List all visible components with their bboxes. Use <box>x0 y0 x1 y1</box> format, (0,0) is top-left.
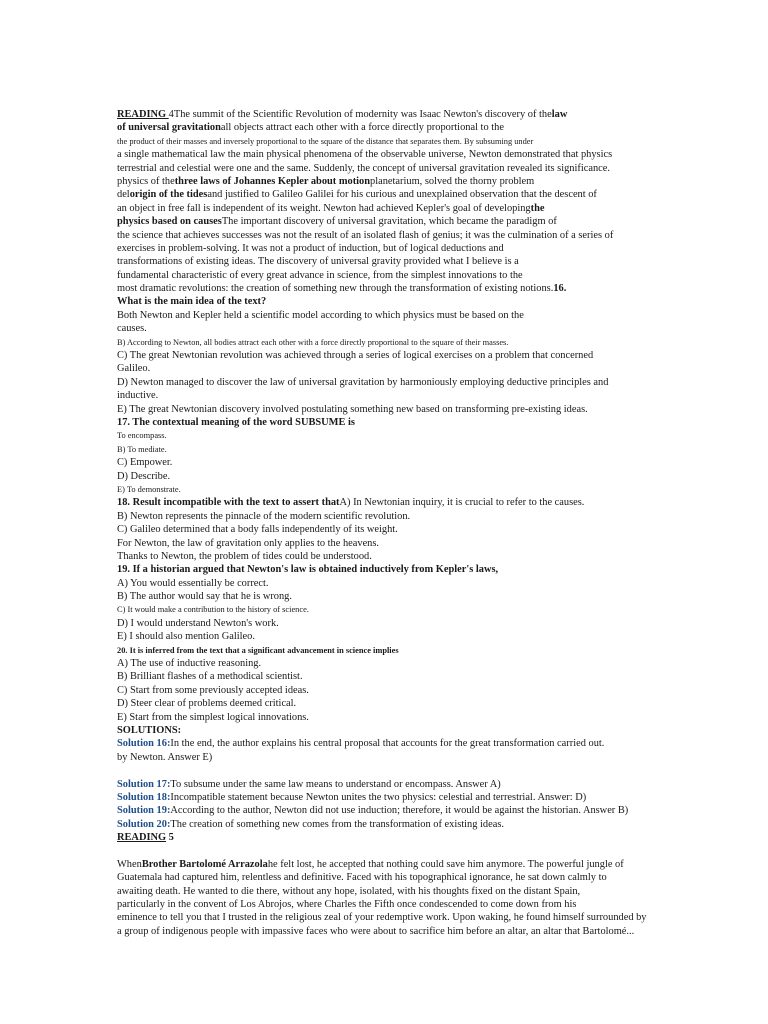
text-line <box>117 295 665 308</box>
text-run: According to the author, Newton did not use induction; therefore, it would be against the historian. Answer B) <box>170 805 629 817</box>
text-run: awaiting death. He wanted to die there, without any hope, isolated, with his thoughts fixed on the distant Spain, <box>117 885 581 897</box>
text-run: all objects attract each other with a force directly proportional to the <box>220 122 504 134</box>
text-run: A) The use of inductive reasoning. <box>117 658 262 670</box>
text-run: D) Describe. <box>117 470 171 482</box>
text-run: Both Newton and Kepler held a scientific model according to which physics must be based on the <box>117 309 524 321</box>
text-run: To encompass. <box>117 431 167 441</box>
text-run: fundamental characteristic of every great advance in science, from the simplest innovations to the <box>117 269 523 281</box>
text-line <box>117 898 665 911</box>
bold-text-run: 16. <box>553 283 567 295</box>
text-line <box>117 349 665 362</box>
text-line <box>117 778 665 791</box>
text-line <box>117 443 665 456</box>
text-line <box>117 858 665 871</box>
solution-label: Solution 19: <box>117 805 171 817</box>
text-run: the product of their masses and inversely proportional to the square of the distance that separates them. By subsuming under <box>117 136 534 146</box>
text-run: C) Galileo determined that a body falls independently of its weight. <box>117 524 398 536</box>
text-run: Thanks to Newton, the problem of tides could be understood. <box>117 550 372 562</box>
reading-heading: READING <box>117 109 169 120</box>
bold-text-run: 19. If a historian argued that Newton's law is obtained inductively from Kepler's laws, <box>117 564 499 576</box>
text-run: E) I should also mention Galileo. <box>117 631 255 643</box>
text-line <box>117 670 665 683</box>
text-run: planetarium, solved the thorny problem <box>370 175 535 187</box>
text-line <box>117 804 665 817</box>
text-line <box>117 911 665 924</box>
bold-text-run: What is the main idea of the text? <box>117 296 267 308</box>
text-run: a group of indigenous people with impassive faces who were about to sacrifice him before an altar, an altar that Bartolomé... <box>117 925 635 937</box>
text-run: D) Newton managed to discover the law of universal gravitation by harmoniously employing deductive principles and <box>117 376 609 388</box>
text-line <box>117 791 665 804</box>
text-line <box>117 309 665 322</box>
text-run: he felt lost, he accepted that nothing could save him anymore. The powerful jungle of <box>267 858 624 870</box>
text-line <box>117 416 665 429</box>
reading-heading: READING <box>117 832 167 844</box>
text-line <box>117 496 665 509</box>
text-line <box>117 630 665 643</box>
text-run: a single mathematical law the main physical phenomena of the observable universe, Newton demonstrated that physics <box>117 149 613 161</box>
bold-text-run: law <box>551 109 568 120</box>
text-run: the science that achieves successes was not the result of an isolated flash of genius; it was the culmination of a series of <box>117 229 614 241</box>
text-line <box>117 617 665 630</box>
text-line <box>117 135 665 148</box>
text-line <box>117 510 665 523</box>
text-line <box>117 242 665 255</box>
blank-line <box>117 844 665 857</box>
solution-label: Solution 17: <box>117 778 171 790</box>
text-run: an object in free fall is independent of its weight. Newton had achieved Kepler's goal of developing <box>117 202 531 214</box>
text-line <box>117 523 665 536</box>
text-run: Guatemala had captured him, relentless and definitive. Faced with his topographical ignorance, he sat down calmly to <box>117 872 607 884</box>
text-line <box>117 871 665 884</box>
text-run: Galileo. <box>117 363 151 375</box>
text-line <box>117 362 665 375</box>
text-line <box>117 644 665 657</box>
text-run: B) The author would say that he is wrong. <box>117 591 292 603</box>
text-line <box>117 563 665 576</box>
text-line <box>117 215 665 228</box>
text-line <box>117 429 665 442</box>
text-line <box>117 885 665 898</box>
text-line <box>117 121 665 134</box>
text-run: eminence to tell you that I trusted in the religious zeal of your redemptive work. Upon waking, he found himself surrounded by <box>117 912 647 924</box>
text-run: C) The great Newtonian revolution was achieved through a series of logical exercises on a problem that concerned <box>117 350 594 362</box>
text-line <box>117 737 665 750</box>
text-run: When <box>117 858 142 870</box>
text-line <box>117 751 665 764</box>
text-run: C) Empower. <box>117 457 173 469</box>
text-run: The summit of the Scientific Revolution of modernity was Isaac Newton's discovery of the <box>173 109 552 120</box>
text-line <box>117 229 665 242</box>
text-line <box>117 403 665 416</box>
text-line <box>117 282 665 295</box>
text-run: B) Newton represents the pinnacle of the modern scientific revolution. <box>117 510 411 522</box>
text-line <box>117 697 665 710</box>
bold-text-run: physics based on causes <box>117 216 222 228</box>
bold-text-run: Brother Bartolomé Arrazola <box>141 858 268 870</box>
text-run: inductive. <box>117 390 159 402</box>
text-line <box>117 831 665 844</box>
text-run: causes. <box>117 323 147 335</box>
text-run: transformations of existing ideas. The discovery of universal gravity provided what I believe is a <box>117 256 519 268</box>
text-run: 4 <box>168 109 174 120</box>
text-line <box>117 470 665 483</box>
text-run: particularly in the convent of Los Abrojos, where Charles the Fifth once condescended to come down from his <box>117 899 577 911</box>
text-line <box>117 389 665 402</box>
text-line <box>117 108 665 121</box>
text-run: del <box>117 189 130 201</box>
text-line <box>117 711 665 724</box>
text-run: D) Steer clear of problems deemed critical. <box>117 698 297 710</box>
text-line <box>117 925 665 938</box>
text-run: A) In Newtonian inquiry, it is crucial to refer to the causes. <box>339 497 585 509</box>
text-line <box>117 818 665 831</box>
bold-text-run: origin of the tides <box>129 189 208 201</box>
bold-text-run: three laws of Johannes Kepler about motion <box>174 175 371 187</box>
text-run: B) Brilliant flashes of a methodical scientist. <box>117 671 303 683</box>
bold-text-run: 5 <box>166 832 174 844</box>
text-run: most dramatic revolutions: the creation of something new through the transformation of existing notions. <box>117 283 554 295</box>
bold-text-run: of universal gravitation <box>117 122 221 134</box>
text-line <box>117 456 665 469</box>
text-line <box>117 603 665 616</box>
text-run: C) Start from some previously accepted ideas. <box>117 684 309 696</box>
solution-label: Solution 16: <box>117 738 171 750</box>
bold-text-run: the <box>530 202 545 214</box>
text-run: For Newton, the law of gravitation only applies to the heavens. <box>117 537 380 549</box>
text-run: and justified to Galileo Galilei for his curious and unexplained observation that the descent of <box>207 189 597 201</box>
text-line <box>117 269 665 282</box>
text-line <box>117 577 665 590</box>
bold-text-run: 20. It is inferred from the text that a significant advancement in science implies <box>117 645 399 655</box>
text-line <box>117 188 665 201</box>
text-line <box>117 684 665 697</box>
text-run: C) It would make a contribution to the history of science. <box>117 605 309 615</box>
text-run: terrestrial and celestial were one and the same. Suddenly, the concept of universal gravitation revealed its significance. <box>117 162 610 174</box>
document-page <box>117 108 665 938</box>
text-run: The important discovery of universal gravitation, which became the paradigm of <box>221 216 557 228</box>
text-run: Incompatible statement because Newton unites the two physics: celestial and terrestrial. Answer: D) <box>170 791 587 803</box>
text-run: B) According to Newton, all bodies attract each other with a force directly proportional to the square of their masses. <box>117 337 509 347</box>
bold-text-run: 18. Result incompatible with the text to assert that <box>117 497 340 509</box>
text-line <box>117 483 665 496</box>
text-line <box>117 657 665 670</box>
solution-label: Solution 18: <box>117 791 171 803</box>
text-run: D) I would understand Newton's work. <box>117 617 279 629</box>
text-line <box>117 148 665 161</box>
text-run: B) To mediate. <box>117 444 167 454</box>
text-run: To subsume under the same law means to understand or encompass. Answer A) <box>170 778 501 790</box>
bold-text-run: 17. The contextual meaning of the word SUBSUME is <box>117 416 355 428</box>
solution-label: Solution 20: <box>117 818 171 830</box>
text-line <box>117 550 665 563</box>
text-line <box>117 322 665 335</box>
text-line <box>117 336 665 349</box>
text-line <box>117 724 665 737</box>
text-run: The creation of something new comes from the transformation of existing ideas. <box>170 818 504 830</box>
text-run: E) Start from the simplest logical innovations. <box>117 711 309 723</box>
text-run: by Newton. Answer E) <box>117 751 213 763</box>
text-run: physics of the <box>117 175 175 187</box>
text-run: In the end, the author explains his central proposal that accounts for the great transformation carried out. <box>170 738 605 750</box>
bold-text-run: SOLUTIONS: <box>117 724 182 736</box>
text-line <box>117 175 665 188</box>
text-line <box>117 376 665 389</box>
text-run: exercises in problem-solving. It was not a product of induction, but of logical deductions and <box>117 242 504 254</box>
text-line <box>117 255 665 268</box>
text-line <box>117 590 665 603</box>
text-line <box>117 162 665 175</box>
text-line <box>117 202 665 215</box>
blank-line <box>117 764 665 777</box>
text-line <box>117 537 665 550</box>
text-run: A) You would essentially be correct. <box>117 577 269 589</box>
text-run: E) The great Newtonian discovery involved postulating something new based on transforming pre-existing ideas. <box>117 403 588 415</box>
text-run: E) To demonstrate. <box>117 484 181 494</box>
